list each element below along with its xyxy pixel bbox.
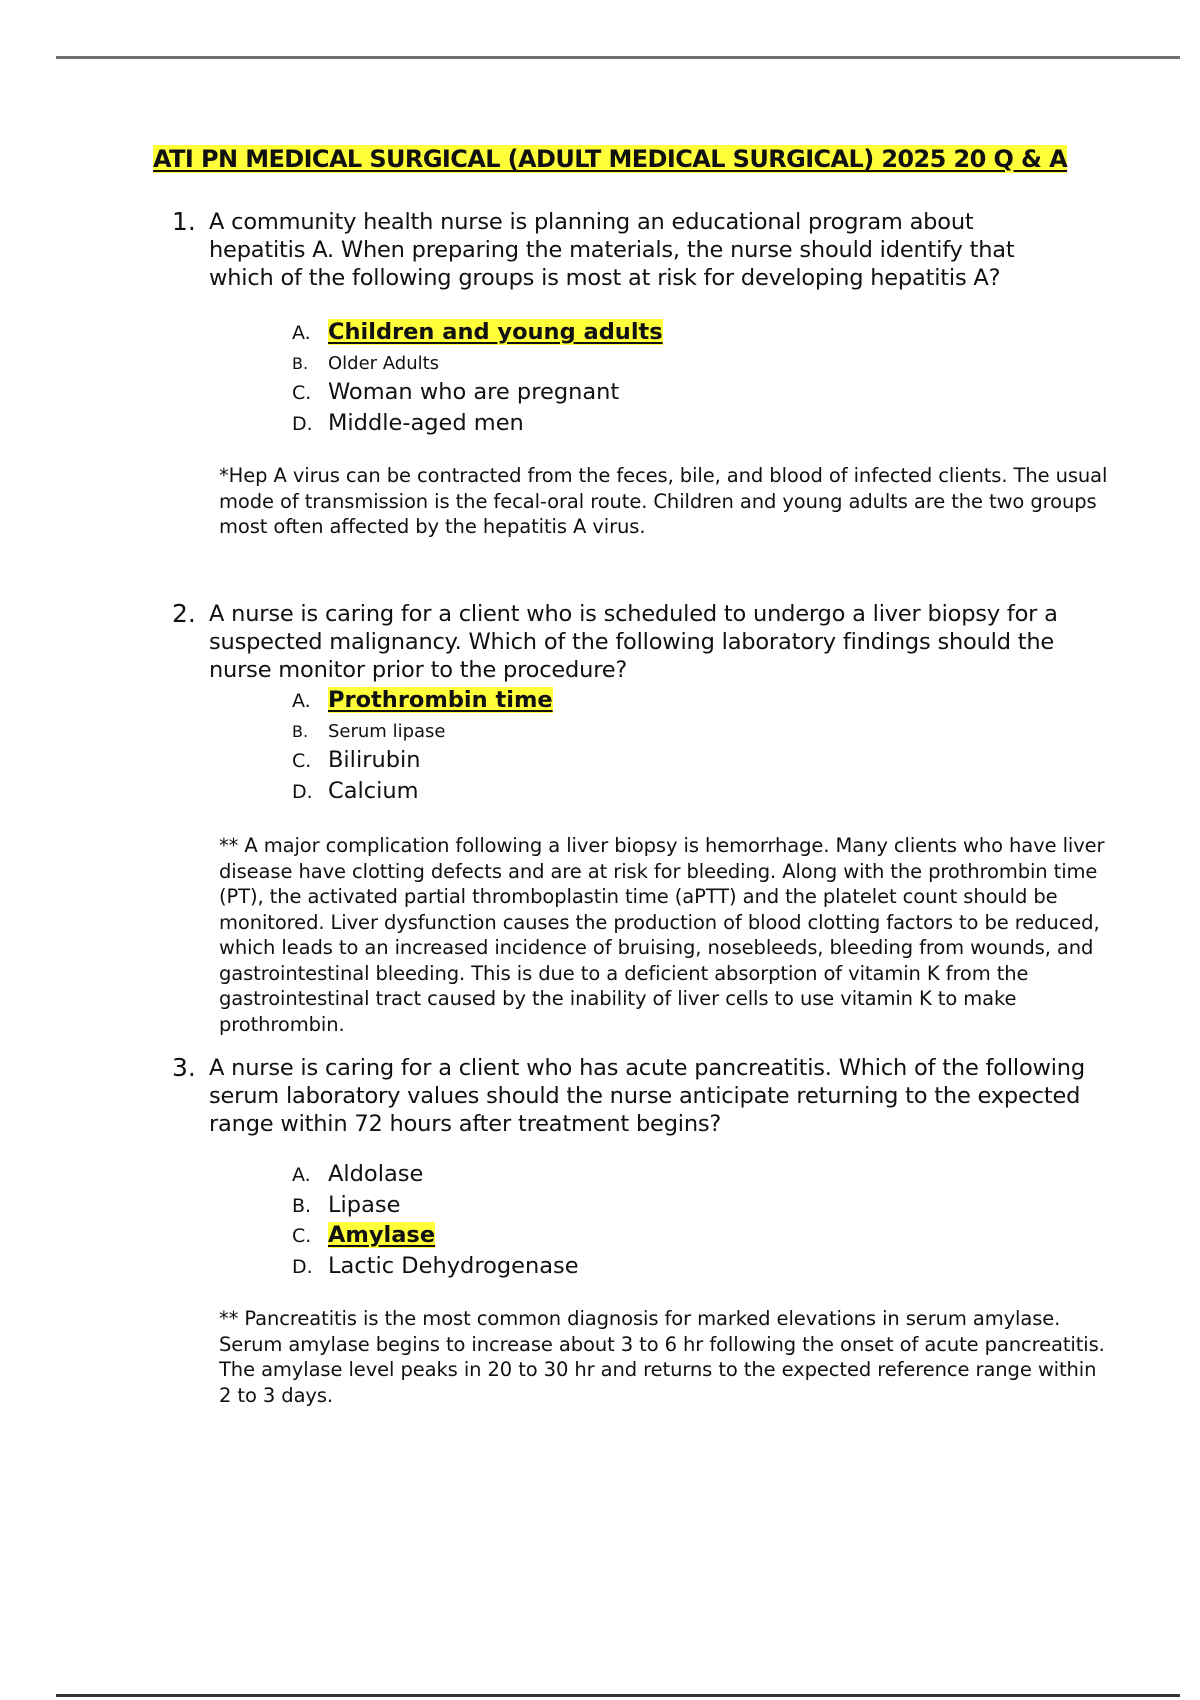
document-title-text: ATI PN MEDICAL SURGICAL (ADULT MEDICAL SURGICAL) 2025 20 Q & A — [153, 145, 1068, 173]
question-3 — [172, 1053, 1105, 1408]
top-rule — [56, 56, 1180, 59]
answer-rationale: ** A major complication following a liver biopsy is hemorrhage. Many clients who have liver disease have clotting defects and are at risk for bleeding. Along with the prothrombin time (PT), the activated partial thromboplastin time (aPTT) and the platelet count should be monitored. Liver dysfunction causes the production of blood clotting factors to be reduced, which leads to an increased incidence of bruising, nosebleeds, bleeding from wounds, and gastrointestinal bleeding. This is due to a deficient absorption of vitamin K from the gastrointestinal tract caused by the inability of liver cells to use vitamin K to make prothrombin. — [219, 834, 1105, 1036]
answer-options — [172, 318, 1102, 439]
question-1 — [172, 207, 1108, 540]
option-letter: A. — [292, 322, 311, 344]
option-letter: C. — [292, 382, 312, 404]
answer-option-a — [292, 686, 1102, 717]
answer-option-a — [292, 1160, 1102, 1191]
option-letter: A. — [292, 690, 311, 712]
option-letter: B. — [292, 353, 309, 373]
question-number: 3. — [172, 1053, 196, 1082]
option-text: Lactic Dehydrogenase — [328, 1252, 579, 1279]
question-text: A community health nurse is planning an educational program about hepatitis A. When preparing the materials, the nurse should identify that which of the following groups is most at risk for developing hepatitis A? — [209, 209, 1015, 291]
option-letter: A. — [292, 1164, 311, 1186]
option-text: Aldolase — [328, 1161, 424, 1187]
answer-rationale: *Hep A virus can be contracted from the feces, bile, and blood of infected clients. The usual mode of transmission is the fecal-oral route. Children and young adults are the two groups most often affected by the hepatitis A virus. — [219, 464, 1108, 538]
answer-option-b — [292, 717, 1102, 747]
answer-option-c — [292, 378, 1102, 409]
option-letter: D. — [292, 1255, 313, 1278]
option-text: Amylase — [328, 1222, 436, 1248]
answer-option-a — [292, 318, 1102, 349]
question-number: 2. — [172, 599, 196, 628]
option-letter: C. — [292, 1225, 312, 1247]
answer-options — [172, 1160, 1102, 1282]
option-text: Calcium — [328, 777, 419, 804]
option-text: Lipase — [328, 1191, 401, 1218]
option-letter: C. — [292, 750, 312, 772]
answer-option-d — [292, 409, 1102, 440]
answer-options — [172, 686, 1102, 807]
option-text: Children and young adults — [328, 319, 663, 345]
option-text: Prothrombin time — [328, 687, 553, 713]
question-text: A nurse is caring for a client who has acute pancreatitis. Which of the following serum laboratory values should the nurse anticipate returning to the expected range within 72 hours after treatment begins? — [209, 1055, 1085, 1137]
option-letter: D. — [292, 412, 313, 435]
option-text: Serum lipase — [328, 720, 446, 742]
answer-option-c — [292, 746, 1102, 777]
option-text: Bilirubin — [328, 747, 421, 773]
bottom-rule — [56, 1694, 1180, 1697]
answer-option-b — [292, 349, 1102, 379]
option-letter: B. — [292, 1194, 312, 1217]
answer-option-b — [292, 1191, 1102, 1222]
question-text: A nurse is caring for a client who is scheduled to undergo a liver biopsy for a suspected malignancy. Which of the following laboratory findings should the nurse monitor prior to the procedure? — [209, 601, 1058, 683]
option-letter: B. — [292, 721, 309, 741]
option-text: Middle-aged men — [328, 409, 524, 436]
option-letter: D. — [292, 780, 313, 803]
answer-option-d — [292, 777, 1102, 808]
document-title — [153, 142, 1067, 176]
option-text: Older Adults — [328, 352, 440, 374]
option-text: Woman who are pregnant — [328, 379, 620, 405]
question-number: 1. — [172, 207, 196, 236]
answer-option-c — [292, 1221, 1102, 1252]
answer-option-d — [292, 1252, 1102, 1283]
answer-rationale: ** Pancreatitis is the most common diagnosis for marked elevations in serum amylase. Serum amylase begins to increase about 3 to 6 hr following the onset of acute pancreatitis. The amylase level peaks in 20 to 30 hr and returns to the expected reference range within 2 to 3 days. — [219, 1307, 1105, 1407]
question-2 — [172, 599, 1105, 1037]
